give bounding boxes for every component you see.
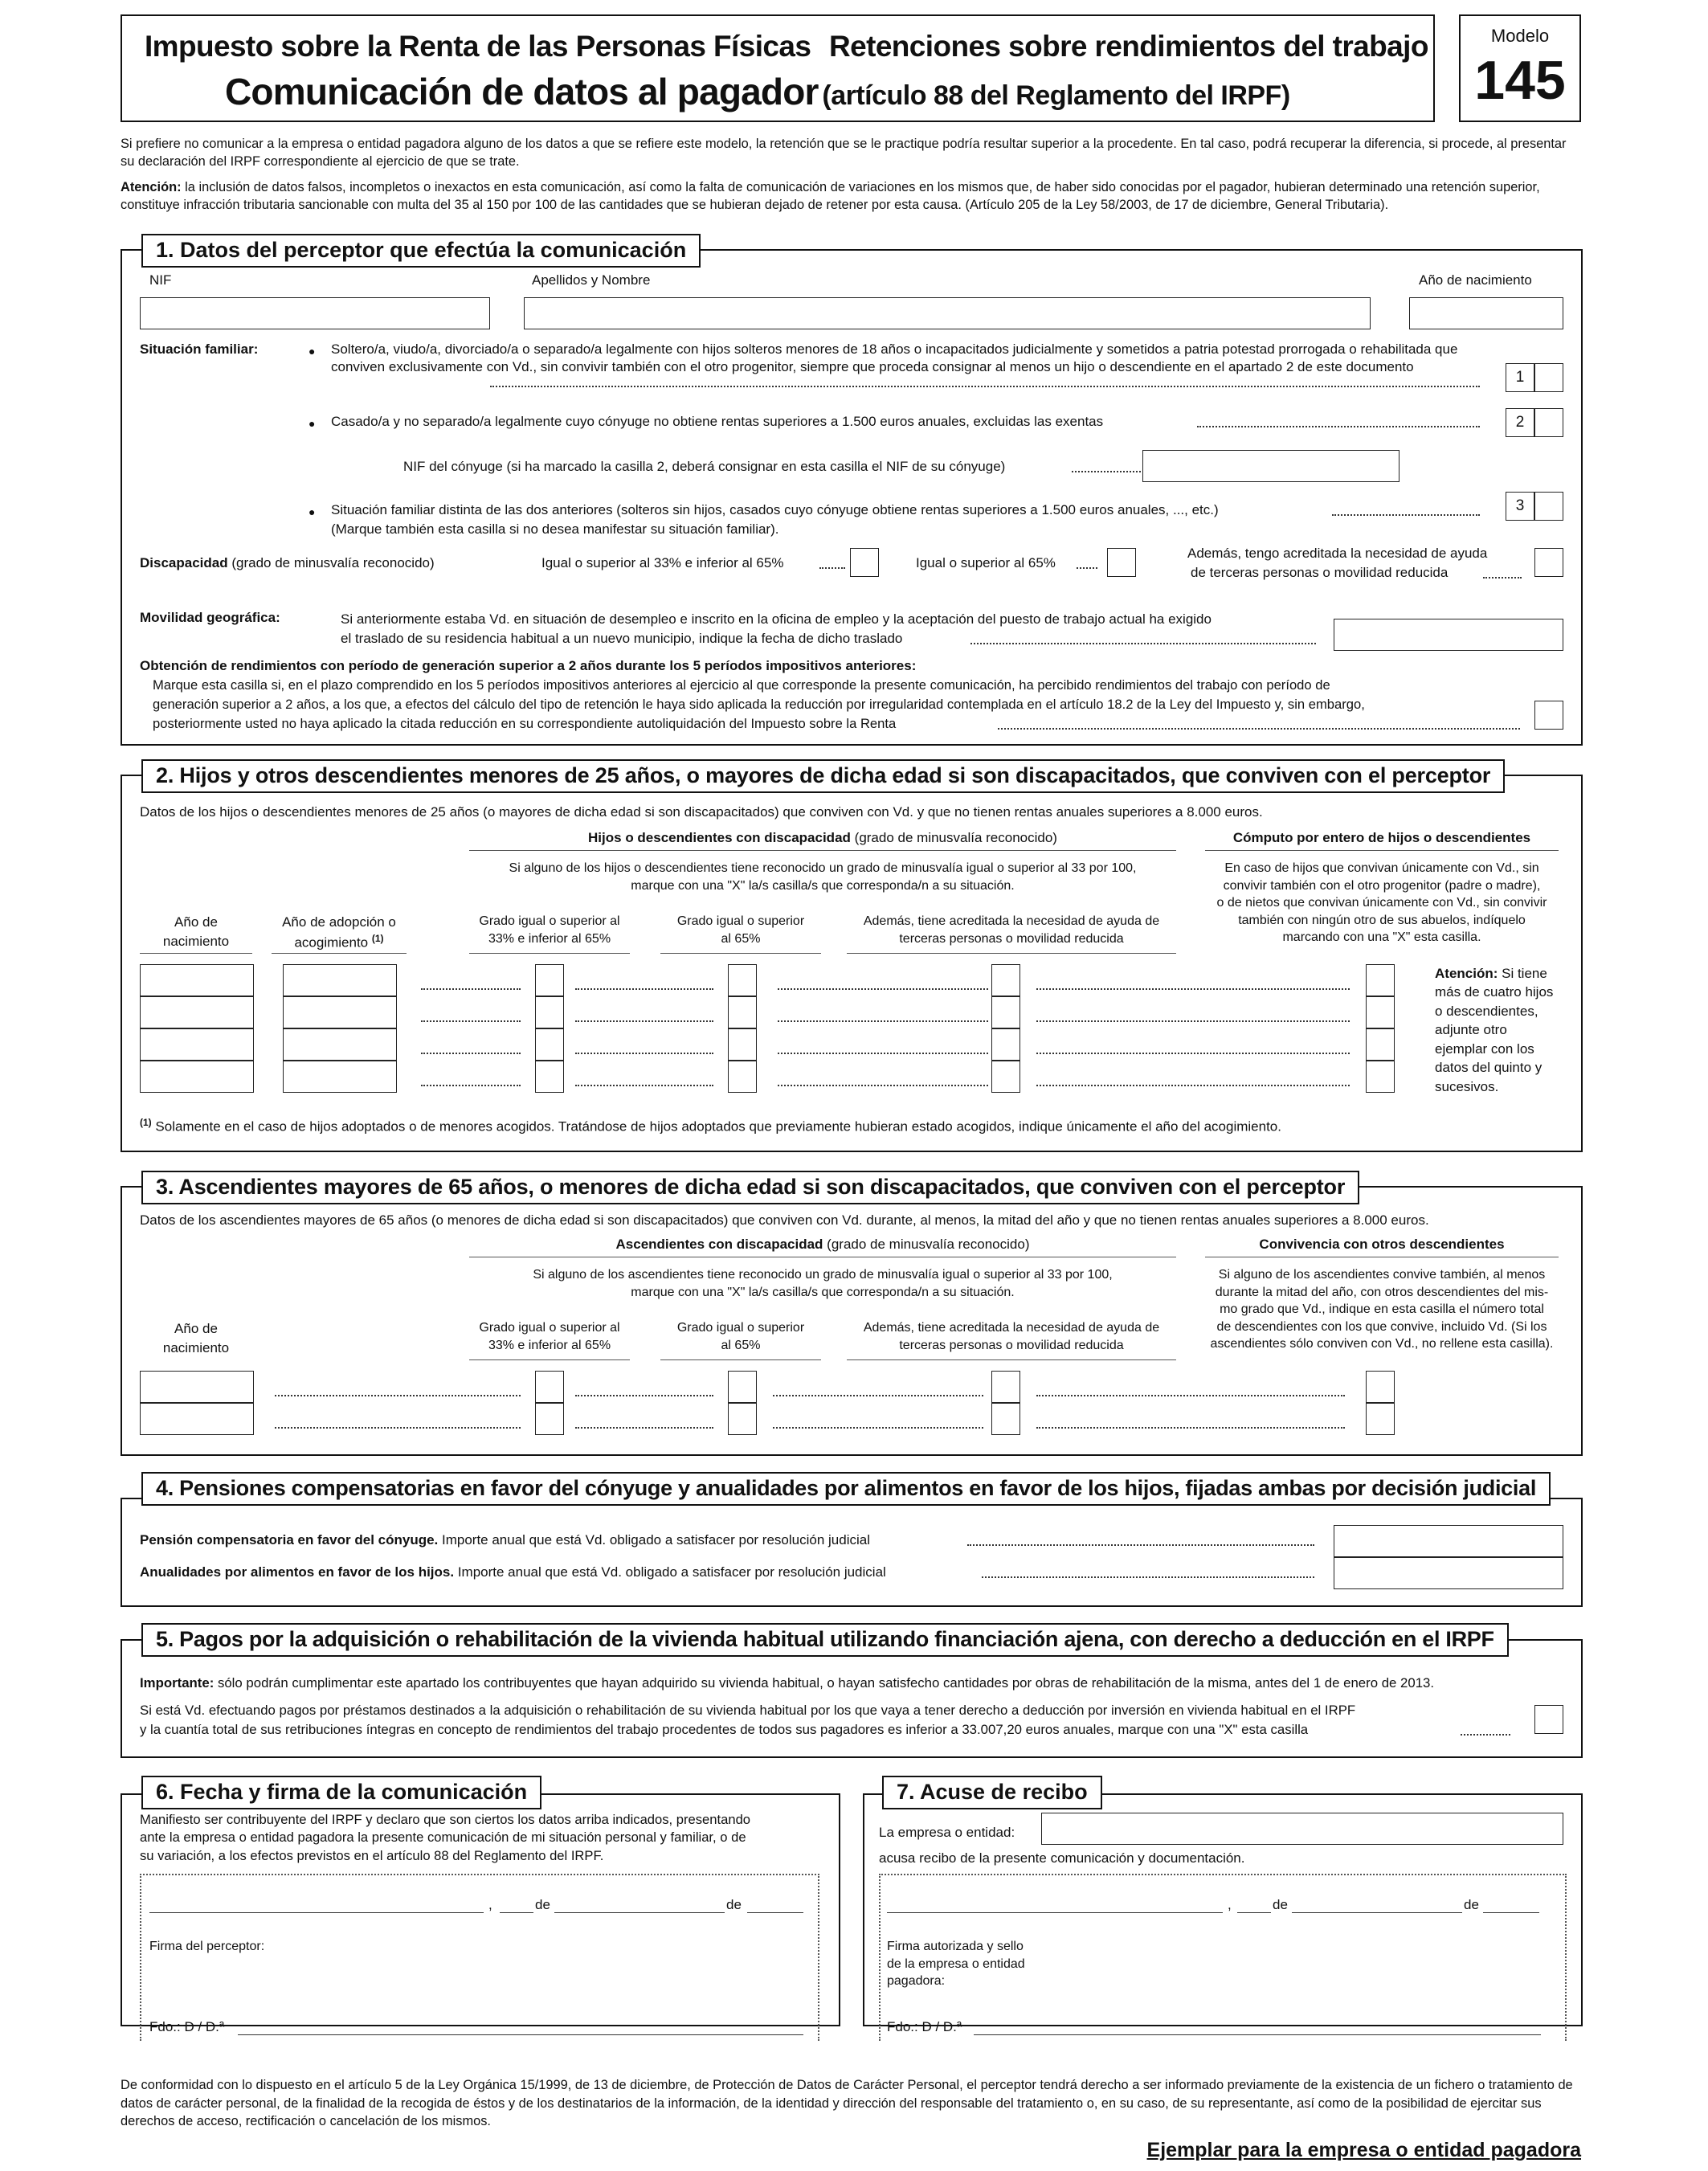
- dots: [1036, 1427, 1345, 1429]
- spouse-nif-input[interactable]: [1142, 450, 1399, 482]
- s3-col-c-underline: [847, 1359, 1176, 1360]
- s4-child-support-text: Importe anual que está Vd. obligado a satisfacer por resolución judicial: [454, 1564, 886, 1580]
- s7-month-line[interactable]: [1292, 1912, 1462, 1913]
- bullet-icon: ●: [309, 345, 316, 358]
- s3-year-cell[interactable]: [140, 1403, 254, 1435]
- s2-disability-heading-sub: (grado de minusvalía reconocido): [854, 830, 1057, 845]
- dots: [1036, 1085, 1350, 1086]
- s6-place-line[interactable]: [149, 1912, 484, 1913]
- s2-col-b-checkbox[interactable]: [728, 964, 757, 996]
- s2-col-adopt-line-2: [267, 932, 411, 952]
- dots: [778, 1020, 988, 1022]
- header-subtitle-ref: (artículo 88 del Reglamento del IRPF): [822, 80, 1290, 111]
- dots: [1036, 1395, 1345, 1396]
- s7-de-2: de: [1464, 1897, 1479, 1912]
- dots: [575, 1085, 713, 1086]
- s7-signature-label: [887, 1938, 1025, 1990]
- s6-year-line[interactable]: [747, 1912, 803, 1913]
- s2-col-a-line: 33% e inferior al 65%: [488, 932, 611, 946]
- s3-cohabitation-cell[interactable]: [1366, 1371, 1395, 1403]
- header-subtitle-row: [225, 67, 1290, 117]
- s2-col-c-checkbox[interactable]: [991, 996, 1020, 1028]
- s7-fdo-label: Fdo.: D / D.ª: [887, 2019, 962, 2034]
- s3-col-year-line: nacimiento: [162, 1339, 230, 1355]
- s2-col-year-header: [140, 913, 252, 951]
- s2-col-year-line: nacimiento: [162, 933, 230, 949]
- dots: [967, 1544, 1314, 1546]
- s6-fdo-line[interactable]: [238, 2034, 803, 2035]
- s2-footnote-text: Solamente en el caso de hijos adoptados o de menores acogidos. Tratándose de hijos adoptados que previamente hubieran estado acogidos, indique únicamente el año del acogimiento.: [155, 1118, 1281, 1135]
- s7-company-input[interactable]: [1041, 1813, 1563, 1845]
- spouse-nif-label: NIF del cónyuge (si ha marcado la casilla 2, deberá consignar en esta casilla el NIF de su cónyuge): [403, 459, 1006, 474]
- s3-col-year-header: [140, 1319, 252, 1358]
- s6-signature-area: [140, 1874, 819, 2041]
- s2-col-a-checkbox[interactable]: [535, 996, 564, 1028]
- s2-col-a-checkbox[interactable]: [535, 1028, 564, 1061]
- s3-col-b-line: Grado igual o superior: [676, 1321, 805, 1335]
- s2-col-c-underline: [847, 953, 1176, 954]
- family-option-2-number: 2: [1506, 408, 1534, 437]
- s3-col-a-line: 33% e inferior al 65%: [488, 1339, 611, 1353]
- section-3-title: 3. Ascendientes mayores de 65 años, o menores de dicha edad si son discapacitados, que conviven con el perceptor: [141, 1171, 1359, 1204]
- s3-cohabitation-cell[interactable]: [1366, 1403, 1395, 1435]
- s2-disability-heading: [469, 829, 1176, 847]
- section-5: [121, 1639, 1583, 1758]
- s7-comma: ,: [1228, 1897, 1232, 1912]
- generation-text-1: Marque esta casilla si, en el plazo comprendido en los 5 períodos impositivos anteriores al ejercicio al que corresponde la presente comunicación, ha percibido rendimientos del trabajo con período de: [153, 677, 1330, 693]
- s2-year-cell[interactable]: [140, 1061, 254, 1093]
- s2-col-c-checkbox[interactable]: [991, 964, 1020, 996]
- family-situation-label: Situación familiar:: [140, 341, 259, 357]
- s3-col-c-line: terceras personas o movilidad reducida: [899, 1339, 1124, 1353]
- s3-disability-heading: [469, 1236, 1176, 1253]
- s3-cohabitation-note-line: Si alguno de los ascendientes convive también, al menos: [1218, 1268, 1546, 1282]
- dots: [778, 988, 988, 990]
- s2-disability-note-1: Si alguno de los hijos o descendientes tiene reconocido un grado de minusvalía igual o superior al 33 por 100,: [509, 861, 1137, 875]
- s2-col-b-header: [660, 913, 821, 949]
- mobility-date-input[interactable]: [1334, 619, 1563, 651]
- s2-attention-line: más de cuatro hijos: [1435, 984, 1554, 1000]
- name-input[interactable]: [524, 297, 1371, 329]
- s2-full-count-note-line: convivir también con el otro progenitor (padre o madre),: [1223, 878, 1541, 893]
- dots: [970, 643, 1316, 644]
- bullet-icon: ●: [309, 505, 316, 518]
- intro-attention-text: la inclusión de datos falsos, incompletos o inexactos en esta comunicación, así como la falta de comunicación de variaciones en los mismos que, de haber sido conocidas por el pagador, hubieran determinado una retención superior, constituye infracción tributaria sancionable con multa del 35 al 150 por 100 de las cantidades que se hubieran dejado de retener por esta causa. (Artículo 205 de la Ley 58/2003, de 17 de diciembre, General Tributaria).: [121, 180, 1540, 213]
- nif-label: NIF: [149, 272, 172, 288]
- s2-year-cell[interactable]: [140, 996, 254, 1028]
- disability-label-sub: (grado de minusvalía reconocido): [231, 555, 435, 570]
- generation-text-2: generación superior a 2 años, a los que, a efectos del cálculo del tipo de retención le haya sido aplicada la reducción por irregularidad contemplada en el artículo 18.2 de la Ley del Impuesto y, sin embargo,: [153, 697, 1365, 712]
- s3-col-b-line: al 65%: [721, 1339, 761, 1353]
- s6-de-1: de: [535, 1897, 550, 1912]
- s7-signature-line: pagadora:: [887, 1974, 946, 1989]
- s3-year-cell[interactable]: [140, 1371, 254, 1403]
- s2-adopt-cell[interactable]: [283, 1061, 397, 1093]
- s3-cohabitation-note-line: mo grado que Vd., indique en esta casilla el número total: [1220, 1302, 1544, 1317]
- s2-attention-note: [1435, 964, 1576, 1096]
- s3-cohabitation-note-line: ascendientes sólo conviven con Vd., no rellene esta casilla).: [1210, 1337, 1554, 1351]
- disability-65-checkbox[interactable]: [1107, 548, 1136, 577]
- s2-adopt-cell[interactable]: [283, 996, 397, 1028]
- dots: [998, 728, 1520, 730]
- s2-footnote: [140, 1117, 1281, 1136]
- s3-col-b-checkbox[interactable]: [728, 1371, 757, 1403]
- disability-65-label: Igual o superior al 65%: [916, 555, 1056, 570]
- s6-declaration: [140, 1811, 831, 1865]
- s3-col-c-header: [847, 1319, 1176, 1355]
- s7-place-line[interactable]: [887, 1912, 1223, 1913]
- name-label: Apellidos y Nombre: [532, 272, 651, 288]
- s2-col-adopt-line-text: acogimiento: [294, 934, 369, 951]
- modelo-number: 145: [1474, 50, 1566, 111]
- s2-full-count-heading-line: [1205, 850, 1559, 851]
- s2-footnote-sup: (1): [140, 1117, 152, 1128]
- s5-text-2: y la cuantía total de sus retribuciones íntegras en concepto de rendimientos del trabajo procedentes de todos sus pagadores es inferior a 33.007,20 euros anuales, marque con una "X" esta casilla: [140, 1722, 1309, 1737]
- s7-day-line[interactable]: [1237, 1912, 1271, 1913]
- s2-full-count-note-line: también con ningún otro de sus abuelos, indíquelo: [1238, 913, 1526, 927]
- dots: [778, 1085, 988, 1086]
- s3-col-a-header: [469, 1319, 630, 1355]
- copy-label: Ejemplar para la empresa o entidad pagadora: [1146, 2139, 1581, 2161]
- s2-col-year-line: Año de: [174, 914, 218, 930]
- dots: [982, 1576, 1314, 1578]
- disability-help-label-2: de terceras personas o movilidad reducida: [1191, 565, 1449, 580]
- dots: [421, 1020, 521, 1022]
- generation-checkbox[interactable]: [1534, 701, 1563, 730]
- s6-declaration-line: Manifiesto ser contribuyente del IRPF y declaro que son ciertos los datos arriba indicados, presentando: [140, 1812, 751, 1827]
- dots: [575, 1427, 713, 1429]
- s2-col-a-checkbox[interactable]: [535, 1061, 564, 1093]
- modelo-label: Modelo: [1490, 26, 1550, 46]
- header-title-right: Retenciones sobre rendimientos del trabajo: [829, 30, 1428, 63]
- family-option-3-text: Situación familiar distinta de las dos anteriores (solteros sin hijos, casados cuyo cónyuge obtiene rentas superiores a 1.500 euros anuales, ..., etc.): [331, 502, 1219, 517]
- s2-col-c-line: terceras personas o movilidad reducida: [899, 932, 1124, 946]
- s3-cohabitation-note-line: durante la mitad del año, con otros descendientes del mis-: [1215, 1285, 1549, 1299]
- dots: [819, 567, 845, 569]
- s2-col-b-checkbox[interactable]: [728, 1061, 757, 1093]
- s2-col-a-line: Grado igual o superior al: [479, 914, 620, 928]
- s4-child-support-row: [140, 1564, 886, 1581]
- s3-col-c-line: Además, tiene acreditada la necesidad de ayuda de: [863, 1321, 1160, 1335]
- nif-input[interactable]: [140, 297, 490, 329]
- header-subtitle: Comunicación de datos al pagador: [225, 71, 819, 112]
- s5-text-1: Si está Vd. efectuando pagos por préstamos destinados a la adquisición o rehabilitación de su vivienda habitual por los que vaya a tener derecho a deducción por inversión en vivienda habitual en el IRPF: [140, 1703, 1356, 1718]
- s2-col-adopt-sup: (1): [371, 932, 384, 944]
- s2-attention-line: ejemplar con los: [1435, 1041, 1534, 1057]
- dots: [1461, 1734, 1510, 1736]
- birth-year-label: Año de nacimiento: [1419, 272, 1532, 288]
- s2-full-count-checkbox[interactable]: [1366, 964, 1395, 996]
- s3-disability-note-2: marque con una "X" la/s casilla/s que corresponda/n a su situación.: [631, 1286, 1015, 1299]
- dots: [1483, 577, 1522, 579]
- s5-checkbox[interactable]: [1534, 1705, 1563, 1734]
- family-option-3-number: 3: [1506, 492, 1534, 521]
- section-4-title: 4. Pensiones compensatorias en favor del cónyuge y anualidades por alimentos en favor de los hijos, fijadas ambas por decisión judicial: [141, 1472, 1551, 1506]
- s2-full-count-note-line: marcando con una "X" esta casilla.: [1282, 930, 1481, 945]
- section-7-title: 7. Acuse de recibo: [882, 1776, 1102, 1809]
- intro-paragraph: Si prefiere no comunicar a la empresa o entidad pagadora alguno de los datos a que se refiere este modelo, la retención que se le practique podría resultar superior a la procedente. En tal caso, podrá recuperar la diferencia, si procede, al presentar su declaración del IRPF correspondiente al ejercicio de que se trate.: [121, 137, 1567, 170]
- section-5-title: 5. Pagos por la adquisición o rehabilitación de la vivienda habitual utilizando financiación ajena, con derecho a deducción en el IRPF: [141, 1623, 1509, 1657]
- family-option-1-number: 1: [1506, 363, 1534, 392]
- legal-notice: De conformidad con lo dispuesto en el artículo 5 de la Ley Orgánica 15/1999, de 13 de diciembre, de Protección de Datos de Carácter Personal, el perceptor tendrá derecho a ser informado previamente de la existencia de un fichero o tratamiento de datos de carácter personal, de la finalidad de la recogida de éstos y de los destinatarios de la información, de la identidad y dirección del responsable del tratamiento o, en su caso, de su representante, así como de la posibilidad de ejercitar sus derechos de acceso, rectificación o cancelación de los mismos.: [121, 2078, 1573, 2129]
- s2-full-count-note-line: En caso de hijos que convivan únicamente con Vd., sin: [1224, 861, 1539, 875]
- s7-signature-line: Firma autorizada y sello: [887, 1940, 1024, 1953]
- disability-help-checkbox[interactable]: [1534, 548, 1563, 577]
- s3-col-a-checkbox[interactable]: [535, 1371, 564, 1403]
- s3-col-c-checkbox[interactable]: [991, 1403, 1020, 1435]
- s2-col-adopt-header: [267, 913, 411, 952]
- section-3-intro: Datos de los ascendientes mayores de 65 años (o menores de dicha edad si son discapacitados) que conviven con Vd. durante, al menos, la mitad del año y que no tienen rentas anuales superiores a 8.000 euros.: [140, 1212, 1429, 1228]
- disability-label: [140, 554, 435, 572]
- s3-col-a-checkbox[interactable]: [535, 1403, 564, 1435]
- s2-col-c-line: Además, tiene acreditada la necesidad de ayuda de: [863, 914, 1160, 928]
- s2-disability-heading-line: [469, 850, 1176, 851]
- s2-year-cell[interactable]: [140, 964, 254, 996]
- s5-important-bold: Importante:: [140, 1675, 215, 1691]
- s2-col-b-checkbox[interactable]: [728, 996, 757, 1028]
- dots: [575, 988, 713, 990]
- generation-label: Obtención de rendimientos con período de generación superior a 2 años durante los 5 períodos impositivos anteriores:: [140, 658, 917, 673]
- intro-attention: [121, 178, 1583, 214]
- disability-label-bold: Discapacidad: [140, 555, 228, 570]
- s4-spouse-pension-row: [140, 1531, 870, 1549]
- s6-signature-label: Firma del perceptor:: [149, 1940, 265, 1953]
- section-2-title: 2. Hijos y otros descendientes menores de 25 años, o mayores de dicha edad si son discapacitados, que conviven con el perceptor: [141, 759, 1505, 793]
- dots: [1197, 426, 1480, 427]
- s7-fdo-line[interactable]: [974, 2034, 1541, 2035]
- s6-declaration-line: su variación, a los efectos previstos en el artículo 88 del Reglamento del IRPF.: [140, 1847, 604, 1863]
- s3-col-a-line: Grado igual o superior al: [479, 1321, 620, 1335]
- s3-col-a-underline: [469, 1359, 630, 1360]
- s4-spouse-pension-input[interactable]: [1334, 1525, 1563, 1557]
- s2-col-year-line-underline: [140, 953, 252, 954]
- s6-declaration-line: ante la empresa o entidad pagadora la presente comunicación de mi situación personal y familiar, o de: [140, 1830, 746, 1846]
- family-option-1-checkbox[interactable]: [1534, 363, 1563, 392]
- s2-attention-line: sucesivos.: [1435, 1078, 1499, 1094]
- s2-adopt-cell[interactable]: [283, 964, 397, 996]
- bullet-icon: ●: [309, 417, 316, 430]
- s2-col-c-header: [847, 913, 1176, 949]
- family-option-3-checkbox[interactable]: [1534, 492, 1563, 521]
- s4-spouse-pension-bold: Pensión compensatoria en favor del cónyuge.: [140, 1532, 439, 1548]
- s3-disability-heading-sub: (grado de minusvalía reconocido): [827, 1237, 1030, 1252]
- disability-33-label: Igual o superior al 33% e inferior al 65%: [541, 555, 784, 570]
- dots: [275, 1395, 521, 1396]
- family-option-2-checkbox[interactable]: [1534, 408, 1563, 437]
- s3-disability-note-1: Si alguno de los ascendientes tiene reconocido un grado de minusvalía igual o superior al 33 por 100,: [533, 1268, 1113, 1282]
- s6-de-2: de: [726, 1897, 742, 1912]
- dots: [1036, 1020, 1350, 1022]
- mobility-label: Movilidad geográfica:: [140, 610, 280, 625]
- s3-cohabitation-note-line: de descendientes con los que convive, incluido Vd. (Si los: [1216, 1319, 1547, 1334]
- s7-company-label: La empresa o entidad:: [879, 1825, 1015, 1840]
- s5-important-text: sólo podrán cumplimentar este apartado los contribuyentes que hayan adquirido su vivienda habitual, o hayan satisfecho cantidades por obras de rehabilitación de la misma, antes del 1 de enero de 2013.: [214, 1675, 1435, 1691]
- section-2-intro: Datos de los hijos o descendientes menores de 25 años (o mayores de dicha edad si son discapacitados) que conviven con Vd. y que no tienen rentas anuales superiores a 8.000 euros.: [140, 804, 1263, 820]
- s4-child-support-bold: Anualidades por alimentos en favor de los hijos.: [140, 1564, 455, 1580]
- disability-33-checkbox[interactable]: [850, 548, 879, 577]
- dots: [1332, 514, 1480, 516]
- s2-col-c-checkbox[interactable]: [991, 1028, 1020, 1061]
- s7-ack-text: acusa recibo de la presente comunicación y documentación.: [879, 1850, 1245, 1866]
- s7-signature-line: de la empresa o entidad: [887, 1956, 1025, 1971]
- s7-year-line[interactable]: [1483, 1912, 1539, 1913]
- section-1-title: 1. Datos del perceptor que efectúa la comunicación: [141, 234, 701, 268]
- dots: [490, 386, 1480, 387]
- s2-col-c-checkbox[interactable]: [991, 1061, 1020, 1093]
- s3-col-year-line: Año de: [174, 1321, 218, 1336]
- s3-disability-heading-bold: Ascendientes con discapacidad: [615, 1237, 823, 1252]
- dots: [773, 1427, 983, 1429]
- s2-col-a-checkbox[interactable]: [535, 964, 564, 996]
- generation-text-3: posteriormente usted no haya aplicado la citada reducción en su correspondiente autoliquidación del Impuesto sobre la Renta: [153, 716, 897, 731]
- dots: [421, 1053, 521, 1054]
- s3-col-b-header: [660, 1319, 821, 1355]
- dots: [575, 1395, 713, 1396]
- s2-year-cell[interactable]: [140, 1028, 254, 1061]
- s2-col-adopt-underline: [272, 953, 407, 954]
- s3-col-b-underline: [660, 1359, 821, 1360]
- section-6-title: 6. Fecha y firma de la comunicación: [141, 1776, 541, 1809]
- s6-fdo-label: Fdo.: D / D.ª: [149, 2019, 225, 2034]
- s4-child-support-input[interactable]: [1334, 1557, 1563, 1589]
- s2-col-b-checkbox[interactable]: [728, 1028, 757, 1061]
- s4-spouse-pension-text: Importe anual que está Vd. obligado a satisfacer por resolución judicial: [438, 1532, 870, 1548]
- s2-full-count-note: [1205, 860, 1559, 946]
- s2-full-count-checkbox[interactable]: [1366, 1061, 1395, 1093]
- intro-attention-bold: Atención:: [121, 180, 182, 194]
- s2-attention-line: datos del quinto y: [1435, 1060, 1543, 1076]
- s2-attention-line: adjunte otro: [1435, 1022, 1507, 1038]
- s3-cohabitation-heading: Convivencia con otros descendientes: [1259, 1237, 1505, 1252]
- s2-full-count-note-line: o de nietos que convivan únicamente con Vd., sin convivir: [1216, 896, 1547, 910]
- dots: [778, 1053, 988, 1054]
- disability-help-label-1: Además, tengo acreditada la necesidad de ayuda: [1187, 546, 1488, 561]
- s2-col-b-line: al 65%: [721, 932, 761, 946]
- s2-full-count-heading: Cómputo por entero de hijos o descendientes: [1232, 830, 1531, 845]
- family-option-3-note: (Marque también esta casilla si no desea manifestar su situación familiar).: [331, 521, 779, 537]
- s2-col-b-underline: [660, 953, 821, 954]
- s3-col-c-checkbox[interactable]: [991, 1371, 1020, 1403]
- dots: [275, 1427, 521, 1429]
- dots: [1036, 1053, 1350, 1054]
- s2-adopt-cell[interactable]: [283, 1028, 397, 1061]
- s2-col-a-header: [469, 913, 630, 949]
- s2-col-a-underline: [469, 953, 630, 954]
- birth-year-input[interactable]: [1409, 297, 1563, 329]
- dots: [575, 1053, 713, 1054]
- header-title-left: Impuesto sobre la Renta de las Personas Físicas: [145, 30, 811, 63]
- dots: [1036, 988, 1350, 990]
- mobility-text-1: Si anteriormente estaba Vd. en situación de desempleo e inscrito en la oficina de empleo y la aceptación del puesto de trabajo actual ha exigido: [341, 611, 1212, 627]
- s6-comma: ,: [488, 1897, 492, 1912]
- mobility-text-2: el traslado de su residencia habitual a un nuevo municipio, indique la fecha de dicho traslado: [341, 631, 903, 646]
- s3-col-b-checkbox[interactable]: [728, 1403, 757, 1435]
- s3-cohabitation-note: [1205, 1266, 1559, 1353]
- s2-attention-bold: Atención:: [1435, 966, 1498, 981]
- s5-important: [140, 1674, 1434, 1692]
- s2-disability-note-2: marque con una "X" la/s casilla/s que corresponda/n a su situación.: [631, 879, 1015, 893]
- dots: [1077, 567, 1097, 569]
- s2-col-adopt-line: Año de adopción o: [282, 914, 396, 930]
- s2-full-count-checkbox[interactable]: [1366, 1028, 1395, 1061]
- s6-month-line[interactable]: [554, 1912, 725, 1913]
- dots: [421, 1085, 521, 1086]
- dots: [1072, 471, 1141, 472]
- s7-de-1: de: [1273, 1897, 1288, 1912]
- s2-attention-line: Si tiene: [1498, 966, 1547, 981]
- family-option-1-text: Soltero/a, viudo/a, divorciado/a o separado/a legalmente con hijos solteros menores de 18 años o incapacitados judicialmente y sometidos a patria potestad prorrogada o rehabilitada que conviven exclusivamente con Vd., sin convivir también con el otro progenitor, siempre que proceda consignar al menos un hijo o descendiente en el apartado 2 de este documento: [331, 341, 1458, 374]
- family-option-2-text: Casado/a y no separado/a legalmente cuyo cónyuge no obtiene rentas superiores a 1.500 euros anuales, excluidas las exentas: [331, 414, 1104, 429]
- dots: [773, 1395, 983, 1396]
- s2-full-count-checkbox[interactable]: [1366, 996, 1395, 1028]
- dots: [421, 988, 521, 990]
- s2-col-b-line: Grado igual o superior: [676, 914, 805, 928]
- s2-attention-line: o descendientes,: [1435, 1003, 1538, 1019]
- s2-disability-heading-bold: Hijos o descendientes con discapacidad: [588, 830, 851, 845]
- dots: [575, 1020, 713, 1022]
- s6-day-line[interactable]: [500, 1912, 533, 1913]
